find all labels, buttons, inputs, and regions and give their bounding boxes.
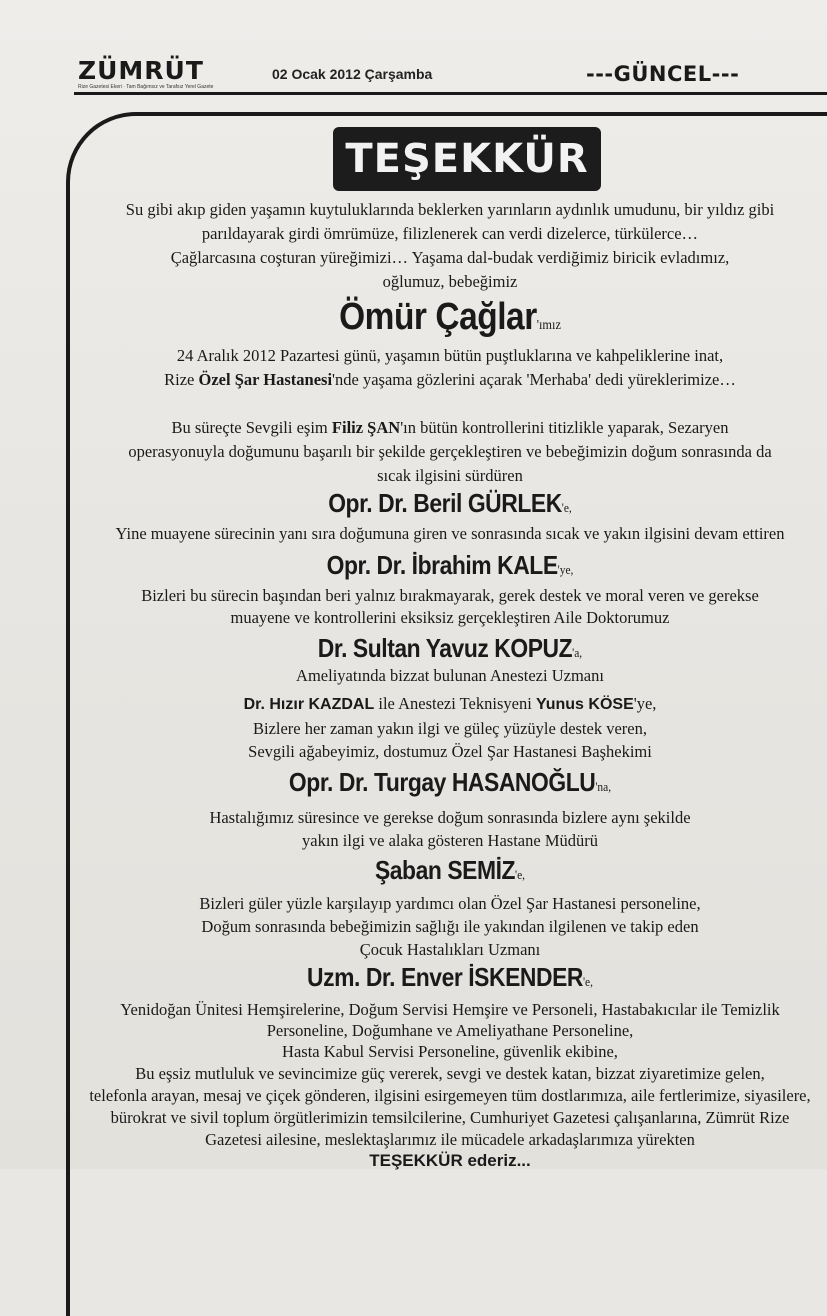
issue-date: 02 Ocak 2012 Çarşamba: [272, 66, 433, 82]
doctor-name-2-suffix: 'ye,: [557, 562, 574, 577]
newspaper-logo: ZÜMRÜT: [78, 56, 204, 85]
closing-line-6: bürokrat ve sivil toplum örgütlerimizin temsilcilerine, Cumhuriyet Gazetesi çalışanlarına, Zümrüt Rize: [110, 1108, 790, 1127]
announcement-title: TEŞEKKÜR: [345, 136, 589, 182]
p6-line-2: Doğum sonrasında bebeğimizin sağlığı ile yakından ilgilenen ve takip eden: [201, 917, 699, 936]
section-name: ---GÜNCEL---: [586, 62, 740, 86]
doctor-name-2-text: Opr. Dr. İbrahim KALE: [326, 550, 558, 580]
intro-line-2: parıldayarak girdi ömrümüze, filizlenerek can verdi dizelerce, türkülerce…: [201, 224, 699, 243]
p2-line-1: Yine muayene sürecinin yanı sıra doğumuna giren ve sonrasında sıcak ve yakın ilgisini devam ettiren: [115, 524, 785, 543]
doctor-name-1-suffix: 'e,: [561, 500, 572, 515]
doctor-name-6-text: Uzm. Dr. Enver İSKENDER: [307, 962, 583, 992]
doctor-name-3-text: Dr. Sultan Yavuz KOPUZ: [317, 633, 573, 663]
p6-line-1: Bizleri güler yüzle karşılayıp yardımcı olan Özel Şar Hastanesi personeline,: [199, 894, 701, 913]
doctor-name-6-suffix: 'e,: [582, 974, 593, 989]
closing-line-7: Gazetesi ailesine, meslektaşlarımız ile mücadele arkadaşlarımıza yürekten: [205, 1130, 695, 1149]
doctor-name-3: [107, 633, 793, 668]
doctor-name-4-suffix: 'na,: [595, 779, 612, 794]
birth-line-2-pre: Rize: [164, 370, 199, 389]
doctor-name-1-text: Opr. Dr. Beril GÜRLEK: [328, 488, 562, 518]
birth-line-2: [60, 370, 827, 390]
p4-line-2: [60, 694, 827, 715]
birth-line-1: 24 Aralık 2012 Pazartesi günü, yaşamın bütün puştluklarına ve kahpeliklerine inat,: [176, 346, 724, 365]
anesthesiologist-name: Dr. Hızır KAZDAL: [243, 696, 375, 713]
doctor-name-6: [107, 962, 793, 997]
technician-suffix: 'ye,: [633, 694, 657, 713]
closing-line-1: Yenidoğan Ünitesi Hemşirelerine, Doğum Servisi Hemşire ve Personeli, Hastabakıcılar ile Temizlik: [120, 1000, 780, 1019]
p4-line-2-mid: ile Anestezi Teknisyeni: [374, 694, 536, 713]
wife-name: Filiz ŞAN: [331, 418, 401, 437]
signoff: TEŞEKKÜR ederiz...: [369, 1151, 531, 1170]
logo-subtitle: Rize Gazetesi Ekeri · Tam Bağımsız ve Tarafsız Yerel Gazete: [78, 84, 214, 90]
closing-line-5: telefonla arayan, mesaj ve çiçek gönderen, ilgisini esirgemeyen tüm dostlarımıza, aile fertlerimize, siyasilere,: [89, 1086, 811, 1105]
p3-line-2: muayene ve kontrollerini eksiksiz gerçekleştiren Aile Doktorumuz: [230, 608, 670, 627]
doctor-name-4: [107, 767, 793, 802]
doctor-name-3-suffix: 'a,: [572, 645, 583, 660]
baby-name-suffix: 'ımız: [536, 318, 561, 333]
manager-name-suffix: 'e,: [515, 867, 526, 882]
intro-line-4: oğlumuz, bebeğimiz: [382, 272, 518, 291]
closing-line-4: Bu eşsiz mutluluk ve sevincimize güç vererek, sevgi ve destek katan, bizzat ziyaretimize gelen,: [135, 1064, 765, 1083]
p3-line-1: Bizleri bu sürecin başından beri yalnız bırakmayarak, gerek destek ve moral veren ve gerekse: [141, 586, 759, 605]
p4-line-4: Sevgili ağabeyimiz, dostumuz Özel Şar Hastanesi Başhekimi: [248, 742, 652, 761]
baby-name-text: Ömür Çağlar: [339, 296, 537, 338]
baby-name: [107, 297, 793, 346]
p5-line-1: Hastalığımız süresince ve gerekse doğum sonrasında bizlere aynı şekilde: [209, 808, 691, 827]
header-rule: [74, 92, 827, 95]
closing-line-2: Personeline, Doğumhane ve Ameliyathane Personeline,: [266, 1021, 634, 1040]
p1-line-1: [60, 418, 827, 438]
p6-line-3: Çocuk Hastalıkları Uzmanı: [359, 940, 541, 959]
p1-line-2: operasyonuyla doğumunu başarılı bir şekilde gerçekleştiren ve bebeğimizin doğum sonrasında da: [128, 442, 772, 461]
technician-name: Yunus KÖSE: [535, 696, 634, 713]
doctor-name-1: [107, 488, 793, 523]
p1-line-3: sıcak ilgisini sürdüren: [377, 466, 523, 485]
p4-line-1: Ameliyatında bizzat bulunan Anestezi Uzmanı: [296, 666, 604, 685]
doctor-name-4-text: Opr. Dr. Turgay HASANOĞLU: [288, 767, 596, 797]
manager-name-text: Şaban SEMİZ: [374, 855, 516, 885]
birth-line-2-post: 'nde yaşama gözlerini açarak 'Merhaba' dedi yüreklerimize…: [332, 370, 736, 389]
p1-pre: Bu süreçte Sevgili eşim: [171, 418, 332, 437]
closing-line-3: Hasta Kabul Servisi Personeline, güvenlik ekibine,: [282, 1042, 618, 1061]
doctor-name-2: [107, 550, 793, 585]
p4-line-3: Bizlere her zaman yakın ilgi ve güleç yüzüyle destek veren,: [252, 719, 647, 738]
p1-post: 'ın bütün kontrollerini titizlikle yaparak, Sezaryen: [400, 418, 729, 437]
p5-line-2: yakın ilgi ve alaka gösteren Hastane Müdürü: [302, 831, 598, 850]
intro-line-1: Su gibi akıp giden yaşamın kuytuluklarında beklerken yarınların aydınlık umudunu, bir yıldız gibi: [125, 200, 775, 219]
hospital-name: Özel Şar Hastanesi: [198, 370, 333, 389]
manager-name: [107, 855, 793, 890]
intro-line-3: Çağlarcasına coşturan yüreğimizi… Yaşama dal-budak verdiğimiz biricik evladımız,: [170, 248, 730, 267]
